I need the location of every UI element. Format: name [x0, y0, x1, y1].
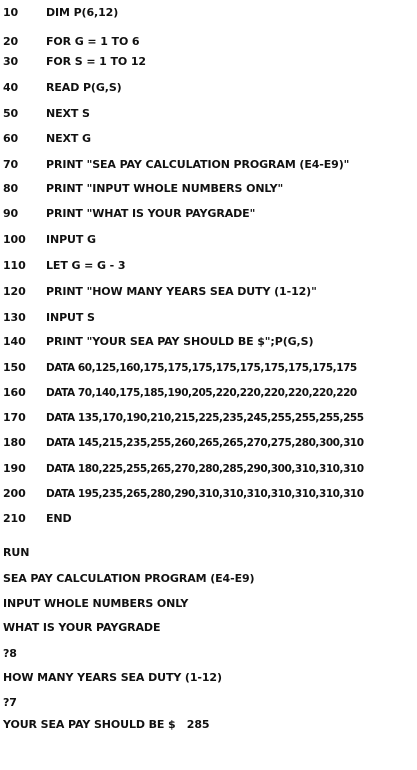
line-number: 20	[3, 35, 19, 48]
line-number: 100	[3, 233, 26, 246]
line-number: 210	[3, 512, 26, 525]
program-line	[0, 79, 122, 97]
program-line	[0, 33, 140, 51]
program-line	[0, 485, 364, 503]
line-code: DATA 195,235,265,280,290,310,310,310,310,310,310,310	[46, 488, 364, 500]
line-code: PRINT "HOW MANY YEARS SEA DUTY (1-12)"	[46, 285, 317, 298]
line-code: PRINT "WHAT IS YOUR PAYGRADE"	[46, 207, 256, 220]
result-text: YOUR SEA PAY SHOULD BE $ 285	[3, 718, 210, 731]
program-line	[0, 105, 90, 123]
line-number: 60	[3, 132, 19, 145]
line-number: 110	[3, 259, 26, 272]
line-number: 90	[3, 207, 19, 220]
line-code: LET G = G - 3	[46, 259, 126, 272]
line-code: NEXT G	[46, 132, 91, 145]
output-text: HOW MANY YEARS SEA DUTY (1-12)	[3, 671, 222, 684]
run-command: RUN	[3, 546, 30, 559]
output-line	[0, 619, 161, 637]
output-text: WHAT IS YOUR PAYGRADE	[3, 621, 161, 634]
output-line	[0, 694, 15, 712]
output-line	[0, 570, 255, 588]
line-code: DIM P(6,12)	[46, 6, 119, 19]
output-line	[0, 645, 15, 663]
line-number: 40	[3, 81, 19, 94]
output-text: INPUT WHOLE NUMBERS ONLY	[3, 597, 189, 610]
line-number: 140	[3, 335, 26, 348]
line-number: 160	[3, 386, 26, 399]
program-line	[0, 156, 350, 174]
line-code: DATA 180,225,255,265,270,280,285,290,300,310,310,310	[46, 463, 364, 475]
program-line	[0, 283, 317, 301]
line-number: 190	[3, 462, 26, 475]
line-number: 50	[3, 107, 19, 120]
program-line	[0, 460, 364, 478]
line-code: PRINT "SEA PAY CALCULATION PROGRAM (E4-E9)"	[46, 158, 350, 171]
line-number: 10	[3, 6, 19, 19]
output-line	[0, 544, 30, 562]
user-input: ?8	[3, 647, 17, 660]
program-line	[0, 309, 95, 327]
line-code: FOR S = 1 TO 12	[46, 55, 146, 68]
program-line	[0, 53, 146, 71]
program-line	[0, 130, 91, 148]
program-line	[0, 180, 284, 198]
line-number: 180	[3, 436, 26, 449]
program-line	[0, 333, 314, 351]
line-code: END	[46, 512, 72, 525]
line-number: 200	[3, 487, 26, 500]
line-code: PRINT "INPUT WHOLE NUMBERS ONLY"	[46, 182, 284, 195]
program-line	[0, 359, 357, 377]
output-line	[0, 716, 210, 734]
program-line	[0, 409, 364, 427]
program-line	[0, 384, 357, 402]
line-number: 170	[3, 411, 26, 424]
line-code: FOR G = 1 TO 6	[46, 35, 140, 48]
program-line	[0, 205, 256, 223]
line-code: INPUT G	[46, 233, 96, 246]
program-line	[0, 257, 126, 275]
line-number: 150	[3, 361, 26, 374]
line-code: DATA 135,170,190,210,215,225,235,245,255,255,255,255	[46, 412, 364, 424]
line-number: 130	[3, 311, 26, 324]
program-line	[0, 231, 96, 249]
line-number: 30	[3, 55, 19, 68]
line-number: 70	[3, 158, 19, 171]
program-line	[0, 434, 364, 452]
line-number: 80	[3, 182, 19, 195]
output-line	[0, 669, 222, 687]
line-code: DATA 70,140,175,185,190,205,220,220,220,220,220,220	[46, 387, 357, 399]
line-code: DATA 60,125,160,175,175,175,175,175,175,175,175,175	[46, 362, 357, 374]
program-line	[0, 510, 72, 528]
line-code: DATA 145,215,235,255,260,265,265,270,275,280,300,310	[46, 437, 364, 449]
output-text: SEA PAY CALCULATION PROGRAM (E4-E9)	[3, 572, 255, 585]
output-line	[0, 595, 189, 613]
line-code: NEXT S	[46, 107, 90, 120]
program-line	[0, 4, 119, 22]
user-input: ?7	[3, 696, 17, 709]
line-number: 120	[3, 285, 26, 298]
line-code: PRINT "YOUR SEA PAY SHOULD BE $";P(G,S)	[46, 335, 314, 348]
line-code: READ P(G,S)	[46, 81, 122, 94]
line-code: INPUT S	[46, 311, 95, 324]
